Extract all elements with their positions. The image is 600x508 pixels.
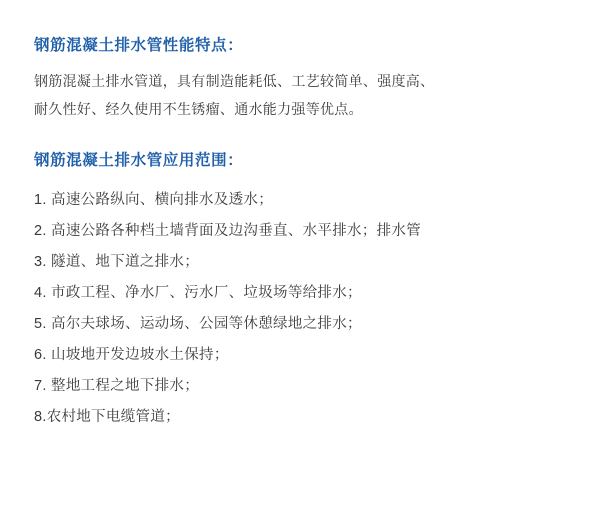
- performance-features-body: [34, 67, 566, 123]
- application-scope-list: [34, 185, 566, 433]
- section-heading-performance-features: 钢筋混凝土排水管性能特点：: [34, 37, 244, 54]
- paragraph-line: 耐久性好、经久使用不生锈瘤、通水能力强等优点。: [34, 101, 363, 118]
- list-item: 8.农村地下电缆管道；: [34, 408, 180, 425]
- list-item: 1. 高速公路纵向、横向排水及透水；: [34, 191, 274, 208]
- list-item: 3. 隧道、地下道之排水；: [34, 253, 200, 270]
- section-heading-application-scope: 钢筋混凝土排水管应用范围：: [34, 152, 244, 170]
- section-application-scope: [34, 149, 566, 432]
- list-item: 5. 高尔夫球场、运动场、公园等休憩绿地之排水；: [34, 315, 362, 332]
- section-performance-features: [34, 34, 566, 123]
- list-item: 4. 市政工程、净水厂、污水厂、垃圾场等给排水；: [34, 284, 362, 301]
- list-item: 7. 整地工程之地下排水；: [34, 377, 200, 394]
- list-item: 2. 高速公路各种档土墙背面及边沟垂直、水平排水；排水管: [34, 222, 422, 239]
- list-item: 6. 山坡地开发边坡水土保持；: [34, 346, 229, 363]
- paragraph-line: 钢筋混凝土排水管道，具有制造能耗低、工艺较简单、强度高、: [34, 73, 435, 90]
